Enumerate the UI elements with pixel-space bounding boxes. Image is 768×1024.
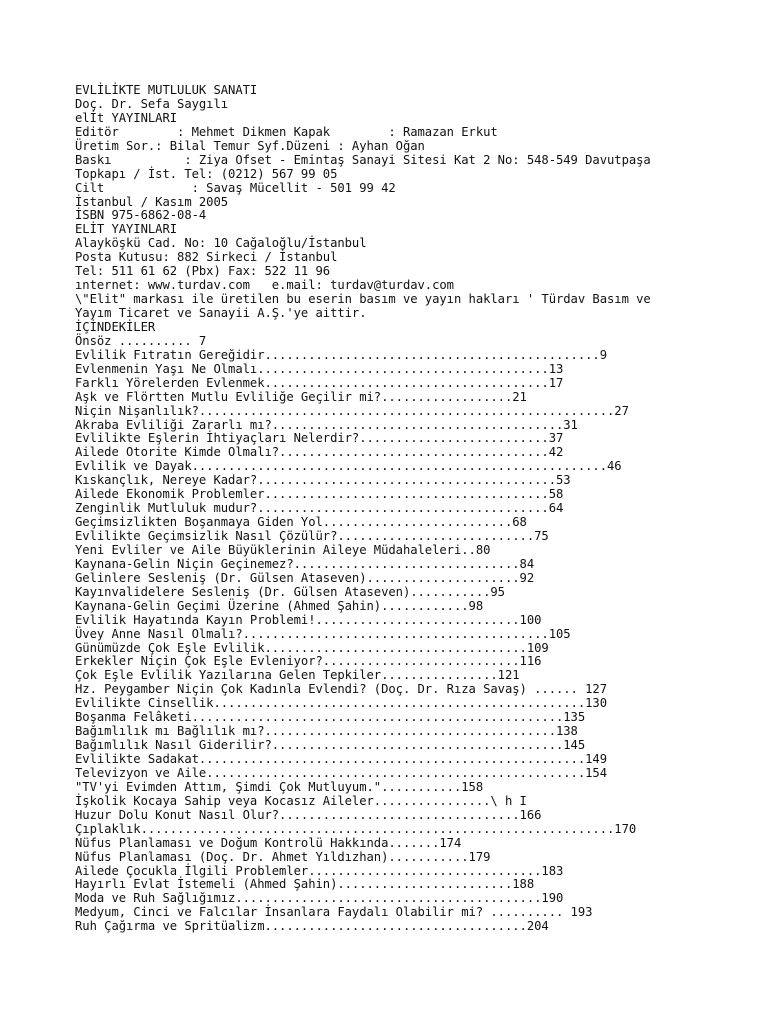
document-line: Hz. Peygamber Niçin Çok Kadınla Evlendi? (Doç. Dr. Rıza Savaş) ...... 127	[75, 682, 607, 697]
document-line: Evlilik ve Dayak.........................................................46	[75, 459, 622, 474]
document-line: İÇİNDEKİLER	[75, 319, 156, 334]
document-line: \"Elit" markası ile üretilen bu eserin basım ve yayın hakları ' Türdav Basım ve	[75, 292, 651, 307]
document-line: Akraba Evliliği Zararlı mı?........................................31	[75, 417, 578, 432]
document-line: Kaynana-Gelin Geçimi Üzerine (Ahmed Şahin)............98	[75, 598, 484, 613]
document-line: Yeni Evliler ve Aile Büyüklerinin Aileye Müdahaleleri..80	[75, 542, 491, 557]
document-line: elİt YAYINLARI	[75, 110, 178, 125]
document-line: Evlilik Fıtratın Gereğidir..............................................9	[75, 347, 607, 362]
document-line: Farklı Yörelerden Evlenmek.......................................17	[75, 375, 564, 390]
document-line: Ailede Çocukla İlgili Problemler................................183	[75, 863, 564, 878]
document-line: ELİT YAYINLARI	[75, 222, 178, 237]
document-line: Evlilikte Sadakat.....................................................149	[75, 752, 607, 766]
document-line: Bağımlılık mı Bağlılık mı?........................................138	[75, 724, 578, 739]
document-line: Evlilikte Eşlerin İhtiyaçları Nelerdir?..........................37	[75, 431, 564, 446]
document-line: Nüfus Planlaması ve Doğum Kontrolü Hakkında.......174	[75, 835, 462, 850]
document-line: Evlilikte Cinsellik...................................................130	[75, 696, 607, 711]
document-line: Huzur Dolu Konut Nasıl Olur?.................................166	[75, 807, 542, 822]
document-line: Günümüzde Çok Eşle Evlilik....................................109	[75, 640, 549, 655]
document-line: Topkapı / İst. Tel: (0212) 567 99 05	[75, 166, 338, 181]
document-line: Moda ve Ruh Sağlığımız..........................................190	[75, 891, 564, 906]
document-line: Ailede Otorite Kimde Olmalı?.....................................42	[75, 445, 564, 460]
document-line: Doç. Dr. Sefa Saygılı	[75, 96, 229, 111]
document-line: Evlenmenin Yaşı Ne Olmalı........................................13	[75, 361, 564, 376]
document-page	[75, 84, 765, 934]
document-line: Posta Kutusu: 882 Sirkeci / İstanbul	[75, 250, 338, 265]
document-line: Kayınvalidelere Sesleniş (Dr. Gülsen Ataseven)...........95	[75, 584, 505, 599]
document-line: Çıplaklık.................................................................170	[75, 821, 637, 836]
document-line: Yayım Ticaret ve Sanayii A.Ş.'ye aittir.	[75, 306, 367, 320]
document-line: Hayırlı Evlat İstemeli (Ahmed Şahin)........................188	[75, 877, 535, 892]
document-line: Kaynana-Gelin Niçin Geçinemez?...............................84	[75, 556, 535, 571]
document-line: Önsöz .......... 7	[75, 333, 207, 348]
document-line: Alayköşkü Cad. No: 10 Cağaloğlu/İstanbul	[75, 236, 367, 251]
document-line: Cilt : Savaş Mücellit - 501 99 42	[75, 180, 396, 195]
document-line: Üvey Anne Nasıl Olmalı?..........................................105	[75, 626, 571, 641]
document-line: İşkolik Kocaya Sahip veya Kocasız Aileler................\ h I	[75, 793, 527, 808]
document-line: Ailede Ekonomik Problemler.......................................58	[75, 487, 564, 502]
document-line: Bağımlılık Nasıl Giderilir?........................................145	[75, 738, 586, 753]
document-line: Baskı : Ziya Ofset - Emintaş Sanayi Sitesi Kat 2 No: 548-549 Davutpaşa	[75, 152, 651, 167]
document-line: Nüfus Planlaması (Doç. Dr. Ahmet Yıldızhan)...........179	[75, 849, 491, 864]
document-line: Medyum, Cinci ve Falcılar İnsanlara Faydalı Olabilir mi? .......... 193	[75, 905, 593, 920]
document-line: Editör : Mehmet Dikmen Kapak : Ramazan Erkut	[75, 124, 498, 139]
document-line: "TV'yi Evimden Attım, Şimdi Çok Mutluyum."...........158	[75, 779, 484, 794]
document-line: Evlilikte Geçimsizlik Nasıl Çözülür?...........................75	[75, 529, 549, 543]
document-line: Geçimsizlikten Boşanmaya Giden Yol..........................68	[75, 515, 527, 530]
document-line: İstanbul / Kasım 2005	[75, 194, 229, 209]
document-line: Evlilik Hayatında Kayın Problemi!............................100	[75, 612, 542, 627]
document-line: Boşanma Felâketi...................................................135	[75, 710, 586, 725]
document-line: Üretim Sor.: Bilal Temur Syf.Düzeni : Ayhan Oğan	[75, 138, 425, 153]
document-line: Ruh Çağırma ve Spritüalizm....................................204	[75, 919, 549, 934]
document-line: Çok Eşle Evlilik Yazılarına Gelen Tepkiler................121	[75, 668, 520, 683]
document-line: Erkekler Niçin Çok Eşle Evleniyor?...........................116	[75, 654, 542, 669]
document-line: EVLİLİKTE MUTLULUK SANATI	[75, 83, 258, 97]
document-line: Aşk ve Flörtten Mutlu Evliliğe Geçilir mi?..................21	[75, 389, 527, 404]
document-line: Gelinlere Sesleniş (Dr. Gülsen Ataseven).....................92	[75, 570, 535, 585]
document-line: ınternet: www.turdav.com e.mail: turdav@turdav.com	[75, 278, 454, 293]
document-line: Televizyon ve Aile....................................................154	[75, 765, 607, 780]
document-line: Niçin Nişanlılık?.........................................................27	[75, 403, 629, 418]
document-line: İSBN 975-6862-08-4	[75, 208, 207, 223]
document-line: Kıskançlık, Nereye Kadar?.........................................53	[75, 473, 571, 488]
document-line: Zenginlik Mutluluk mudur?........................................64	[75, 501, 564, 516]
document-line: Tel: 511 61 62 (Pbx) Fax: 522 11 96	[75, 264, 331, 279]
